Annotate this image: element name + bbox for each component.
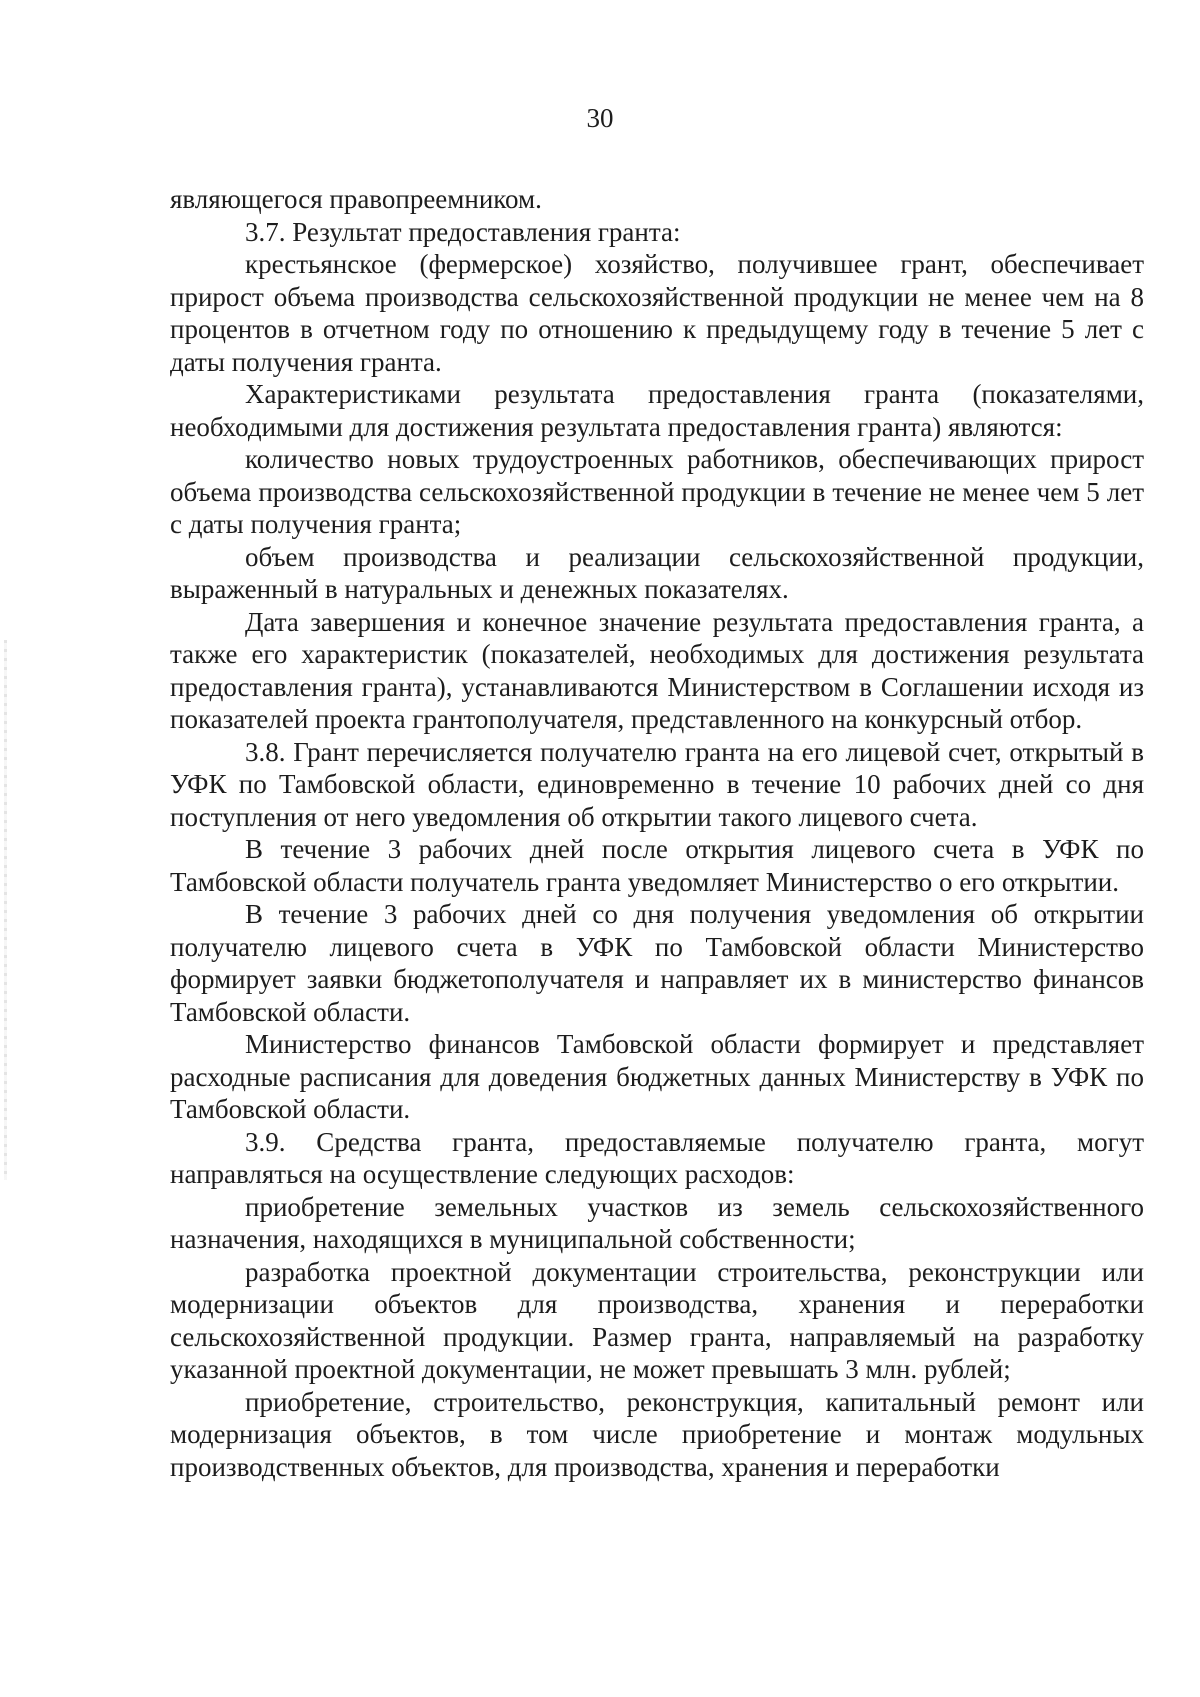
- paragraph: количество новых трудоустроенных работников, обеспечивающих прирост объема производства сельскохозяйственной продукции в течение не менее чем 5 лет с даты получения гранта;: [170, 444, 1144, 539]
- paragraph: Характеристиками результата предоставления гранта (показателями, необходимыми для достижения результата предоставления гранта) являются:: [170, 379, 1144, 442]
- paragraph: крестьянское (фермерское) хозяйство, получившее грант, обеспечивает прирост объема производства сельскохозяйственной продукции не менее чем на 8 процентов в отчетном году по отношению к предыдущему году в течение 5 лет с даты получения гранта.: [170, 249, 1144, 377]
- list-item: приобретение, строительство, реконструкция, капитальный ремонт или модернизация объектов, в том числе приобретение и монтаж модульных производственных объектов, для производства, хранения и переработки: [170, 1386, 1144, 1482]
- paragraph: Дата завершения и конечное значение результата предоставления гранта, а также его характеристик (показателей, необходимых для достижения результата предоставления гранта), устанавливаются Министерством в Соглашении исходя из показателей проекта грантополучателя, представленного на конкурсный отбор.: [170, 606, 1144, 734]
- page-number: 30: [586, 103, 614, 133]
- section-3-7-heading: 3.7. Результат предоставления гранта:: [245, 216, 681, 247]
- paragraph: В течение 3 рабочих дней со дня получения уведомления об открытии получателю лицевого счета в УФК по Тамбовской области Министерство формирует заявки бюджетополучателя и направляет их в министерство финансов Тамбовской области.: [170, 899, 1144, 1027]
- paragraph: Министерство финансов Тамбовской области формирует и представляет расходные расписания для доведения бюджетных данных Министерству в УФК по Тамбовской области.: [170, 1029, 1144, 1124]
- list-item: разработка проектной документации строительства, реконструкции или модернизации объектов для производства, хранения и переработки сельскохозяйственной продукции. Размер гранта, направляемый на разработку указанной проектной документации, не может превышать 3 млн. рублей;: [170, 1256, 1144, 1384]
- paragraph: объем производства и реализации сельскохозяйственной продукции, выраженный в натуральных и денежных показателях.: [170, 541, 1144, 604]
- paragraph: В течение 3 рабочих дней после открытия лицевого счета в УФК по Тамбовской области получатель гранта уведомляет Министерство о его открытии.: [170, 834, 1144, 897]
- list-item: приобретение земельных участков из земель сельскохозяйственного назначения, находящихся в муниципальной собственности;: [170, 1191, 1144, 1254]
- paragraph-continuation: являющегося правопреемником.: [170, 184, 542, 214]
- section-3-9-paragraph: 3.9. Средства гранта, предоставляемые получателю гранта, могут направляться на осуществление следующих расходов:: [170, 1126, 1144, 1189]
- scan-edge-artifact: [4, 640, 7, 1180]
- section-3-8-paragraph: 3.8. Грант перечисляется получателю гранта на его лицевой счет, открытый в УФК по Тамбовской области, единовременно в течение 10 рабочих дней со дня поступления от него уведомления об открытии такого лицевого счета.: [170, 736, 1144, 832]
- document-body: [170, 183, 1144, 1483]
